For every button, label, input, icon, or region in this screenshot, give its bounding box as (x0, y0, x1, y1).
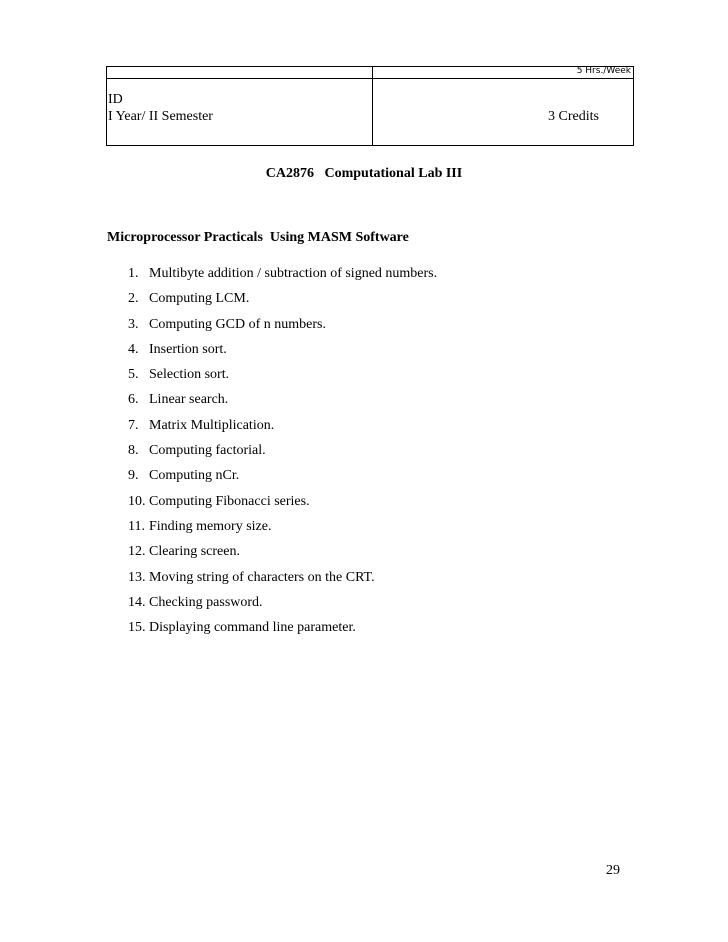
hours-per-week: 5 Hrs./Week (576, 66, 631, 76)
list-item (128, 492, 437, 517)
list-item-number: 15. (128, 620, 146, 636)
list-item-text: Linear search. (149, 392, 229, 408)
course-header-table (106, 66, 634, 146)
list-item-text: Insertion sort. (149, 341, 227, 357)
list-item-text: Checking password. (149, 594, 263, 610)
list-item-number: 2. (128, 291, 139, 307)
list-item (128, 264, 437, 289)
list-item-number: 12. (128, 544, 146, 560)
list-item-number: 11. (128, 518, 145, 534)
list-item-number: 14. (128, 594, 146, 610)
page-number: 29 (606, 863, 620, 878)
list-item-number: 9. (128, 468, 139, 484)
list-item-number: 8. (128, 443, 139, 459)
list-item (128, 542, 437, 567)
list-item (128, 593, 437, 618)
list-item (128, 289, 437, 314)
list-item-text: Computing GCD of n numbers. (149, 316, 326, 332)
list-item (128, 340, 437, 365)
list-item-text: Finding memory size. (149, 518, 272, 534)
list-item-text: Clearing screen. (149, 544, 240, 560)
list-item-text: Computing Fibonacci series. (149, 493, 310, 509)
list-item-text: Computing nCr. (149, 468, 240, 484)
list-item-number: 3. (128, 316, 139, 332)
section-title: Microprocessor Practicals Using MASM Software (107, 230, 409, 245)
header-column-divider (372, 67, 373, 145)
course-title: CA2876 Computational Lab III (265, 166, 463, 181)
list-item-number: 4. (128, 341, 139, 357)
list-item (128, 466, 437, 491)
list-item-text: Multibyte addition / subtraction of signed numbers. (149, 266, 438, 281)
year-semester: I Year/ II Semester (108, 109, 213, 124)
list-item (128, 517, 437, 542)
list-item (128, 315, 437, 340)
list-item-text: Moving string of characters on the CRT. (149, 569, 375, 585)
list-item-number: 10. (128, 493, 146, 509)
list-item-number: 6. (128, 392, 139, 408)
list-item-text: Displaying command line parameter. (149, 620, 356, 636)
credits: 3 Credits (548, 109, 599, 124)
list-item (128, 441, 437, 466)
list-item (128, 416, 437, 441)
list-item-number: 13. (128, 569, 146, 585)
list-item (128, 390, 437, 415)
practicals-list (128, 264, 437, 643)
list-item (128, 568, 437, 593)
list-item-number: 5. (128, 367, 139, 383)
list-item-text: Matrix Multiplication. (149, 417, 275, 433)
list-item-text: Computing factorial. (149, 443, 266, 459)
course-id-label: ID (108, 92, 123, 107)
list-item (128, 365, 437, 390)
list-item-number: 7. (128, 417, 139, 433)
list-item-number: 1. (128, 266, 139, 281)
list-item-text: Computing LCM. (149, 291, 250, 307)
list-item (128, 618, 437, 643)
list-item-text: Selection sort. (149, 367, 230, 383)
header-row-divider (107, 78, 633, 79)
